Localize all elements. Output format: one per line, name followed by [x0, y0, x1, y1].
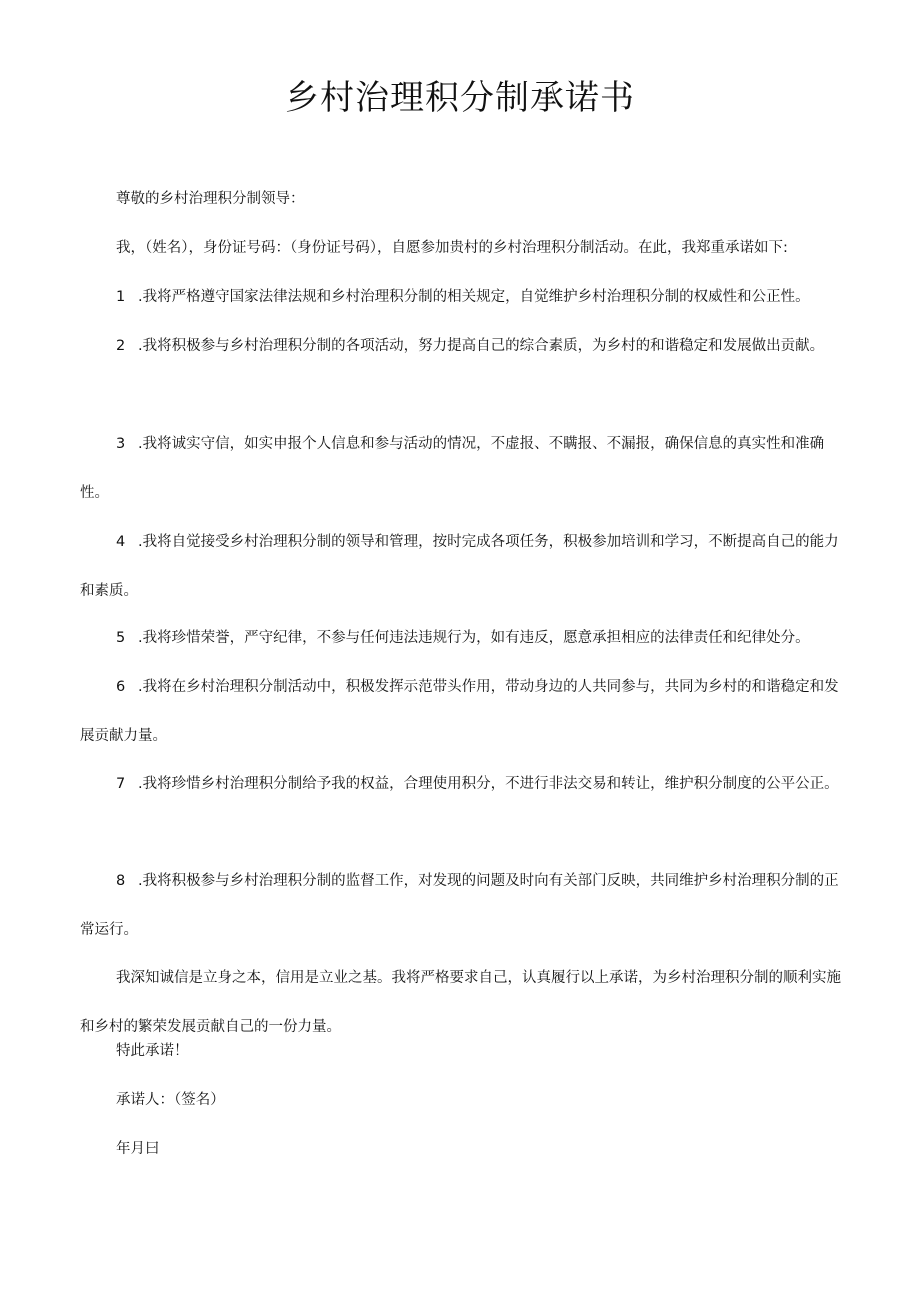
date-line: 年月曰 — [116, 1141, 160, 1157]
item-number: 6 — [116, 679, 126, 695]
commitment-item-8 — [80, 857, 850, 955]
item-text: .我将诚实守信，如实申报个人信息和参与活动的情况，不虚报、不瞒报、不漏报，确保信息的真实性和准确性。 — [80, 436, 825, 501]
item-number: 2 — [116, 338, 126, 354]
item-number: 3 — [116, 436, 126, 452]
item-text: .我将在乡村治理积分制活动中，积极发挥示范带头作用，带动身边的人共同参与，共同为乡村的和谐稳定和发展贡献力量。 — [80, 679, 839, 744]
item-text: .我将自觉接受乡村治理积分制的领导和管理，按时完成各项任务，积极参加培训和学习，不断提高自己的能力和素质。 — [80, 534, 839, 599]
item-number: 4 — [116, 534, 126, 550]
item-text: .我将珍惜荣誉，严守纪律，不参与任何违法违规行为，如有违反，愿意承担相应的法律责任和纪律处分。 — [138, 630, 810, 646]
item-text: .我将严格遵守国家法律法规和乡村治理积分制的相关规定，自觉维护乡村治理积分制的权威性和公正性。 — [138, 289, 810, 305]
commitment-item-6 — [80, 663, 850, 761]
commitment-item-1 — [80, 273, 850, 322]
commitment-item-7 — [80, 760, 850, 809]
commitment-item-5 — [80, 614, 850, 663]
conclusion-paragraph: 我深知诚信是立身之本，信用是立业之基。我将严格要求自己，认真履行以上承诺，为乡村治理积分制的顺利实施和乡村的繁荣发展贡献自己的一份力量。 — [80, 970, 841, 1035]
item-text: .我将积极参与乡村治理积分制的监督工作，对发现的问题及时向有关部门反映，共同维护乡村治理积分制的正常运行。 — [80, 873, 839, 938]
intro-paragraph: 我，（姓名），身份证号码：（身份证号码），自愿参加贵村的乡村治理积分制活动。在此，我郑重承诺如下: — [116, 240, 788, 256]
document-title: 乡村治理积分制承诺书 — [285, 78, 635, 118]
item-number: 7 — [116, 776, 126, 792]
item-number: 5 — [116, 630, 126, 646]
item-number: 8 — [116, 873, 126, 889]
item-text: .我将积极参与乡村治理积分制的各项活动，努力提高自己的综合素质，为乡村的和谐稳定和发展做出贡献。 — [138, 338, 825, 354]
commitment-item-2 — [80, 322, 850, 371]
commitment-item-3 — [80, 420, 850, 518]
item-text: .我将珍惜乡村治理积分制给予我的权益，合理使用积分，不进行非法交易和转让，维护积分制度的公平公正。 — [138, 776, 839, 792]
salutation: 尊敬的乡村治理积分制领导： — [116, 191, 305, 207]
signer-line: 承诺人：（签名） — [116, 1092, 225, 1108]
item-number: 1 — [116, 289, 126, 305]
closing-statement: 特此承诺！ — [116, 1043, 189, 1059]
commitment-item-4 — [80, 518, 850, 616]
